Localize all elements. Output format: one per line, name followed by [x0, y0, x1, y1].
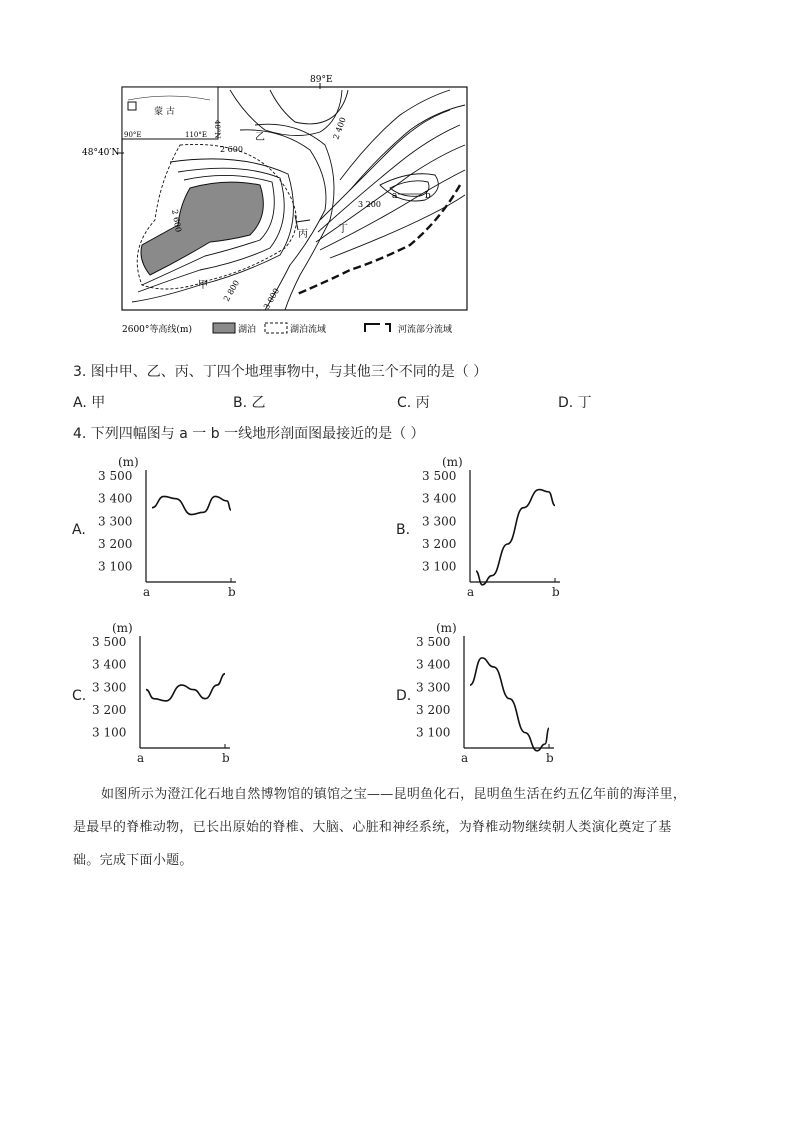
y-tick-label: 3 200: [92, 703, 127, 717]
q4-option-c[interactable]: C.: [72, 688, 87, 704]
svg-text:2 800: 2 800: [221, 278, 242, 303]
inset-map: [122, 87, 221, 139]
y-tick-label: 3 500: [422, 469, 457, 483]
x-tick-label: a: [137, 751, 145, 765]
legend-contour: 2600°等高线(m): [122, 325, 192, 335]
svg-text:40°N: 40°N: [213, 120, 221, 139]
question-3-stem: 3. 图中甲、乙、丙、丁四个地理事物中，与其他三个不同的是（ ）: [73, 364, 488, 380]
y-tick-label: 3 100: [92, 725, 127, 740]
y-tick-label: 3 200: [416, 703, 451, 717]
svg-text:3 000: 3 000: [261, 286, 282, 311]
point-a: a: [392, 191, 398, 201]
q3-option-d[interactable]: D. 丁: [558, 395, 592, 411]
x-tick-label: b: [222, 751, 230, 765]
y-tick-label: 3 200: [422, 537, 457, 551]
place-jia: 甲: [198, 280, 208, 291]
q4-option-b[interactable]: B.: [396, 522, 411, 538]
profile-line: [476, 490, 555, 585]
latitude-label: 48°40′N: [82, 148, 120, 158]
profile-line: [146, 674, 225, 701]
y-tick-label: 3 100: [416, 725, 451, 740]
svg-text:2 600: 2 600: [220, 145, 243, 154]
y-axis-unit: (m): [118, 455, 139, 469]
y-tick-label: 3 100: [98, 559, 133, 574]
y-tick-label: 3 400: [92, 657, 127, 672]
y-tick-label: 3 400: [422, 491, 457, 506]
y-tick-label: 3 200: [98, 537, 133, 551]
inset-country-label: 蒙 古: [154, 107, 175, 117]
profile-chart-c: [90, 618, 240, 768]
place-yi: 乙: [255, 132, 265, 143]
y-tick-label: 3 500: [416, 635, 451, 649]
y-tick-label: 3 300: [416, 680, 451, 695]
y-tick-label: 3 300: [92, 680, 127, 695]
svg-text:2 600: 2 600: [170, 208, 183, 233]
q3-option-c[interactable]: C. 丙: [397, 395, 430, 411]
place-bing: 丙: [298, 229, 308, 240]
passage-line-1: 如图所示为澄江化石地自然博物馆的镇馆之宝——昆明鱼化石，昆明鱼生活在约五亿年前的海洋里，: [101, 787, 687, 802]
x-tick-label: a: [461, 751, 469, 765]
legend-basin: 湖泊流域: [290, 325, 327, 335]
svg-text:110°E: 110°E: [185, 131, 207, 139]
profile-line: [152, 496, 231, 514]
place-ding: 丁: [338, 224, 348, 235]
svg-text:2 400: 2 400: [331, 116, 348, 141]
y-axis-unit: (m): [436, 621, 457, 635]
profile-line: [470, 658, 549, 751]
passage-line-3: 础。完成下面小题。: [73, 853, 193, 868]
legend-river: 河流部分流域: [398, 325, 453, 335]
y-axis-unit: (m): [112, 621, 133, 635]
q4-option-d[interactable]: D.: [396, 688, 412, 704]
question-4-stem: 4. 下列四幅图与 a 一 b 一线地形剖面图最接近的是（ ）: [73, 426, 425, 442]
svg-text:90°E: 90°E: [124, 131, 142, 139]
profile-chart-d: [414, 618, 564, 768]
x-tick-label: b: [228, 585, 236, 599]
y-tick-label: 3 300: [422, 514, 457, 529]
passage-line-2: 是最早的脊椎动物，已长出原始的脊椎、大脑、心脏和神经系统，为脊椎动物继续朝人类演化奠定了基: [73, 820, 672, 835]
legend-lake: 湖泊: [238, 325, 257, 335]
q3-option-a[interactable]: A. 甲: [73, 395, 106, 411]
profile-chart-b: [420, 452, 570, 602]
point-b: b: [425, 191, 431, 201]
longitude-label: 89°E: [310, 75, 333, 85]
q3-option-b[interactable]: B. 乙: [233, 395, 266, 411]
y-tick-label: 3 500: [92, 635, 127, 649]
y-tick-label: 3 400: [416, 657, 451, 672]
y-tick-label: 3 100: [422, 559, 457, 574]
x-tick-label: a: [143, 585, 151, 599]
q4-option-a[interactable]: A.: [72, 522, 86, 538]
y-axis-unit: (m): [442, 455, 463, 469]
passage: [73, 778, 733, 877]
y-tick-label: 3 300: [98, 514, 133, 529]
y-tick-label: 3 500: [98, 469, 133, 483]
x-tick-label: b: [546, 751, 554, 765]
profile-chart-a: [96, 452, 246, 602]
svg-text:3 200: 3 200: [358, 200, 381, 209]
x-tick-label: b: [552, 585, 560, 599]
topographic-map: [80, 70, 480, 340]
map-legend: [122, 323, 452, 335]
x-tick-label: a: [467, 585, 475, 599]
y-tick-label: 3 400: [98, 491, 133, 506]
